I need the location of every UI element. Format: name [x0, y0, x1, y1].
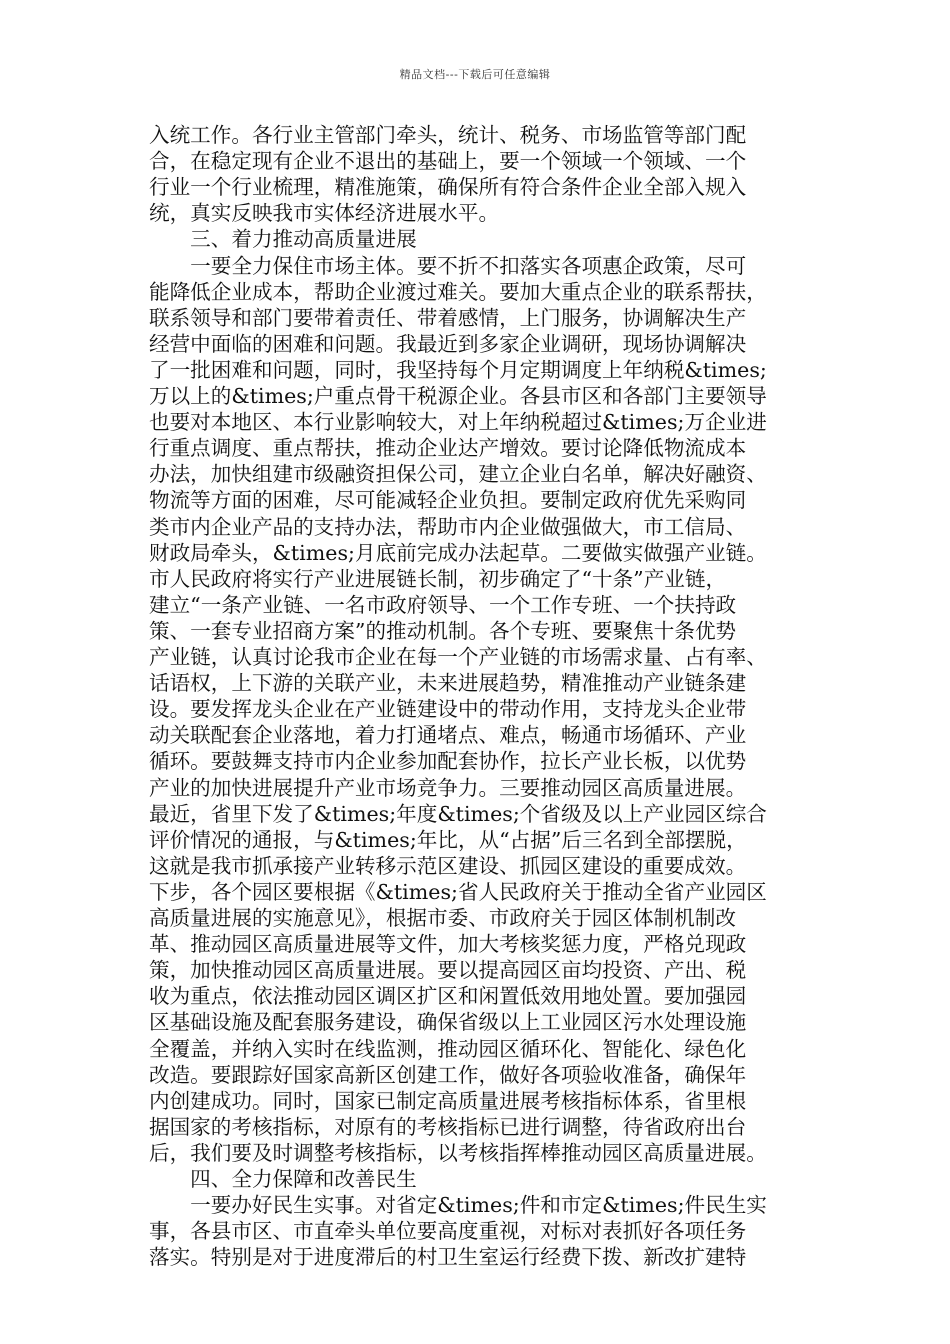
text-line: 动关联配套企业落地，着力打通堵点、难点，畅通市场循环、产业 [149, 723, 747, 748]
text-line: 内创建成功。同时，国家已制定高质量进展考核指标体系，省里根 [149, 1088, 747, 1113]
text-line: 也要对本地区、本行业影响较大，对上年纳税超过&times;万企业进 [149, 410, 767, 435]
text-line: 合，在稳定现有企业不退出的基础上，要一个领域一个领域、一个 [149, 149, 747, 174]
text-line: 建立“一条产业链、一名市政府领导、一个工作专班、一个扶持政 [149, 592, 737, 617]
text-line: 类市内企业产品的支持办法，帮助市内企业做强做大，市工信局、 [149, 514, 747, 539]
text-line: 高质量进展的实施意见》，根据市委、市政府关于园区体制机制改 [149, 906, 736, 930]
text-line: 革、推动园区高质量进展等文件，加大考核奖惩力度，严格兑现政 [149, 932, 747, 957]
text-line: 全覆盖，并纳入实时在线监测，推动园区循环化、智能化、绿色化 [149, 1036, 747, 1061]
text-line: 物流等方面的困难，尽可能减轻企业负担。要制定政府优先采购同 [149, 488, 747, 513]
text-line: 行重点调度、重点帮扶，推动企业达产增效。要讨论降低物流成本 [149, 436, 747, 461]
text-line: 设。要发挥龙头企业在产业链建设中的带动作用，支持龙头企业带 [149, 697, 747, 722]
text-line: 话语权，上下游的关联产业，未来进展趋势，精准推动产业链条建 [149, 671, 747, 696]
text-line: 最近，省里下发了&times;年度&times;个省级及以上产业园区综合 [149, 801, 767, 826]
text-line: 办法，加快组建市级融资担保公司，建立企业白名单，解决好融资、 [149, 462, 767, 487]
text-line: 三、着力推动高质量进展 [149, 227, 417, 252]
text-line: 落实。特别是对于进度滞后的村卫生室运行经费下拨、新改扩建特 [149, 1245, 747, 1270]
text-line: 评价情况的通报，与&times;年比，从“占据”后三名到全部摆脱， [149, 827, 747, 852]
text-line: 市人民政府将实行产业进展链长制，初步确定了“十条”产业链， [149, 566, 727, 591]
text-line: 四、全力保障和改善民生 [149, 1167, 417, 1191]
text-line: 据国家的考核指标，对原有的考核指标已进行调整，待省政府出台 [149, 1114, 747, 1139]
text-line: 财政局牵头，&times;月底前完成办法起草。二要做实做强产业链。 [149, 540, 767, 565]
text-line: 收为重点，依法推动园区调区扩区和闲置低效用地处置。要加强园 [149, 984, 747, 1009]
text-line: 事，各县市区、市直牵头单位要高度重视，对标对表抓好各项任务 [149, 1219, 747, 1244]
text-line: 策、一套专业招商方案”的推动机制。各个专班、要聚焦十条优势 [149, 618, 737, 643]
text-line: 万以上的&times;户重点骨干税源企业。各县市区和各部门主要领导 [149, 384, 767, 408]
text-line: 了一批困难和问题，同时，我坚持每个月定期调度上年纳税&times; [149, 357, 767, 382]
text-line: 区基础设施及配套服务建设，确保省级以上工业园区污水处理设施 [149, 1010, 747, 1035]
text-line: 统，真实反映我市实体经济进展水平。 [149, 201, 500, 226]
text-line: 一要全力保住市场主体。要不折不扣落实各项惠企政策，尽可 [149, 253, 747, 278]
text-line: 下步，各个园区要根据《&times;省人民政府关于推动全省产业园区 [149, 879, 767, 904]
text-line: 改造。要跟踪好国家高新区创建工作，做好各项验收准备，确保年 [149, 1062, 747, 1087]
text-line: 这就是我市抓承接产业转移示范区建设、抓园区建设的重要成效。 [149, 853, 747, 878]
text-line: 经营中面临的困难和问题。我最近到多家企业调研，现场协调解决 [149, 331, 747, 356]
text-line: 产业的加快进展提升产业市场竞争力。三要推动园区高质量进展。 [149, 775, 747, 800]
text-line: 产业链，认真讨论我市企业在每一个产业链的市场需求量、占有率、 [149, 645, 767, 669]
text-line: 行业一个行业梳理，精准施策，确保所有符合条件企业全部入规入 [149, 175, 747, 200]
text-line: 能降低企业成本，帮助企业渡过难关。要加大重点企业的联系帮扶， [149, 279, 767, 304]
text-line: 后，我们要及时调整考核指标，以考核指挥棒推动园区高质量进展。 [149, 1140, 767, 1165]
text-line: 循环。要鼓舞支持市内企业参加配套协作，拉长产业长板，以优势 [149, 749, 747, 774]
text-line: 入统工作。各行业主管部门牵头，统计、税务、市场监管等部门配 [149, 123, 747, 147]
text-line: 一要办好民生实事。对省定&times;件和市定&times;件民生实 [149, 1193, 767, 1218]
page-header: 精品文档---下载后可任意编辑 [399, 68, 551, 81]
text-line: 策，加快推动园区高质量进展。要以提高园区亩均投资、产出、税 [149, 958, 747, 983]
text-line: 联系领导和部门要带着责任、带着感情，上门服务，协调解决生产 [149, 305, 747, 330]
